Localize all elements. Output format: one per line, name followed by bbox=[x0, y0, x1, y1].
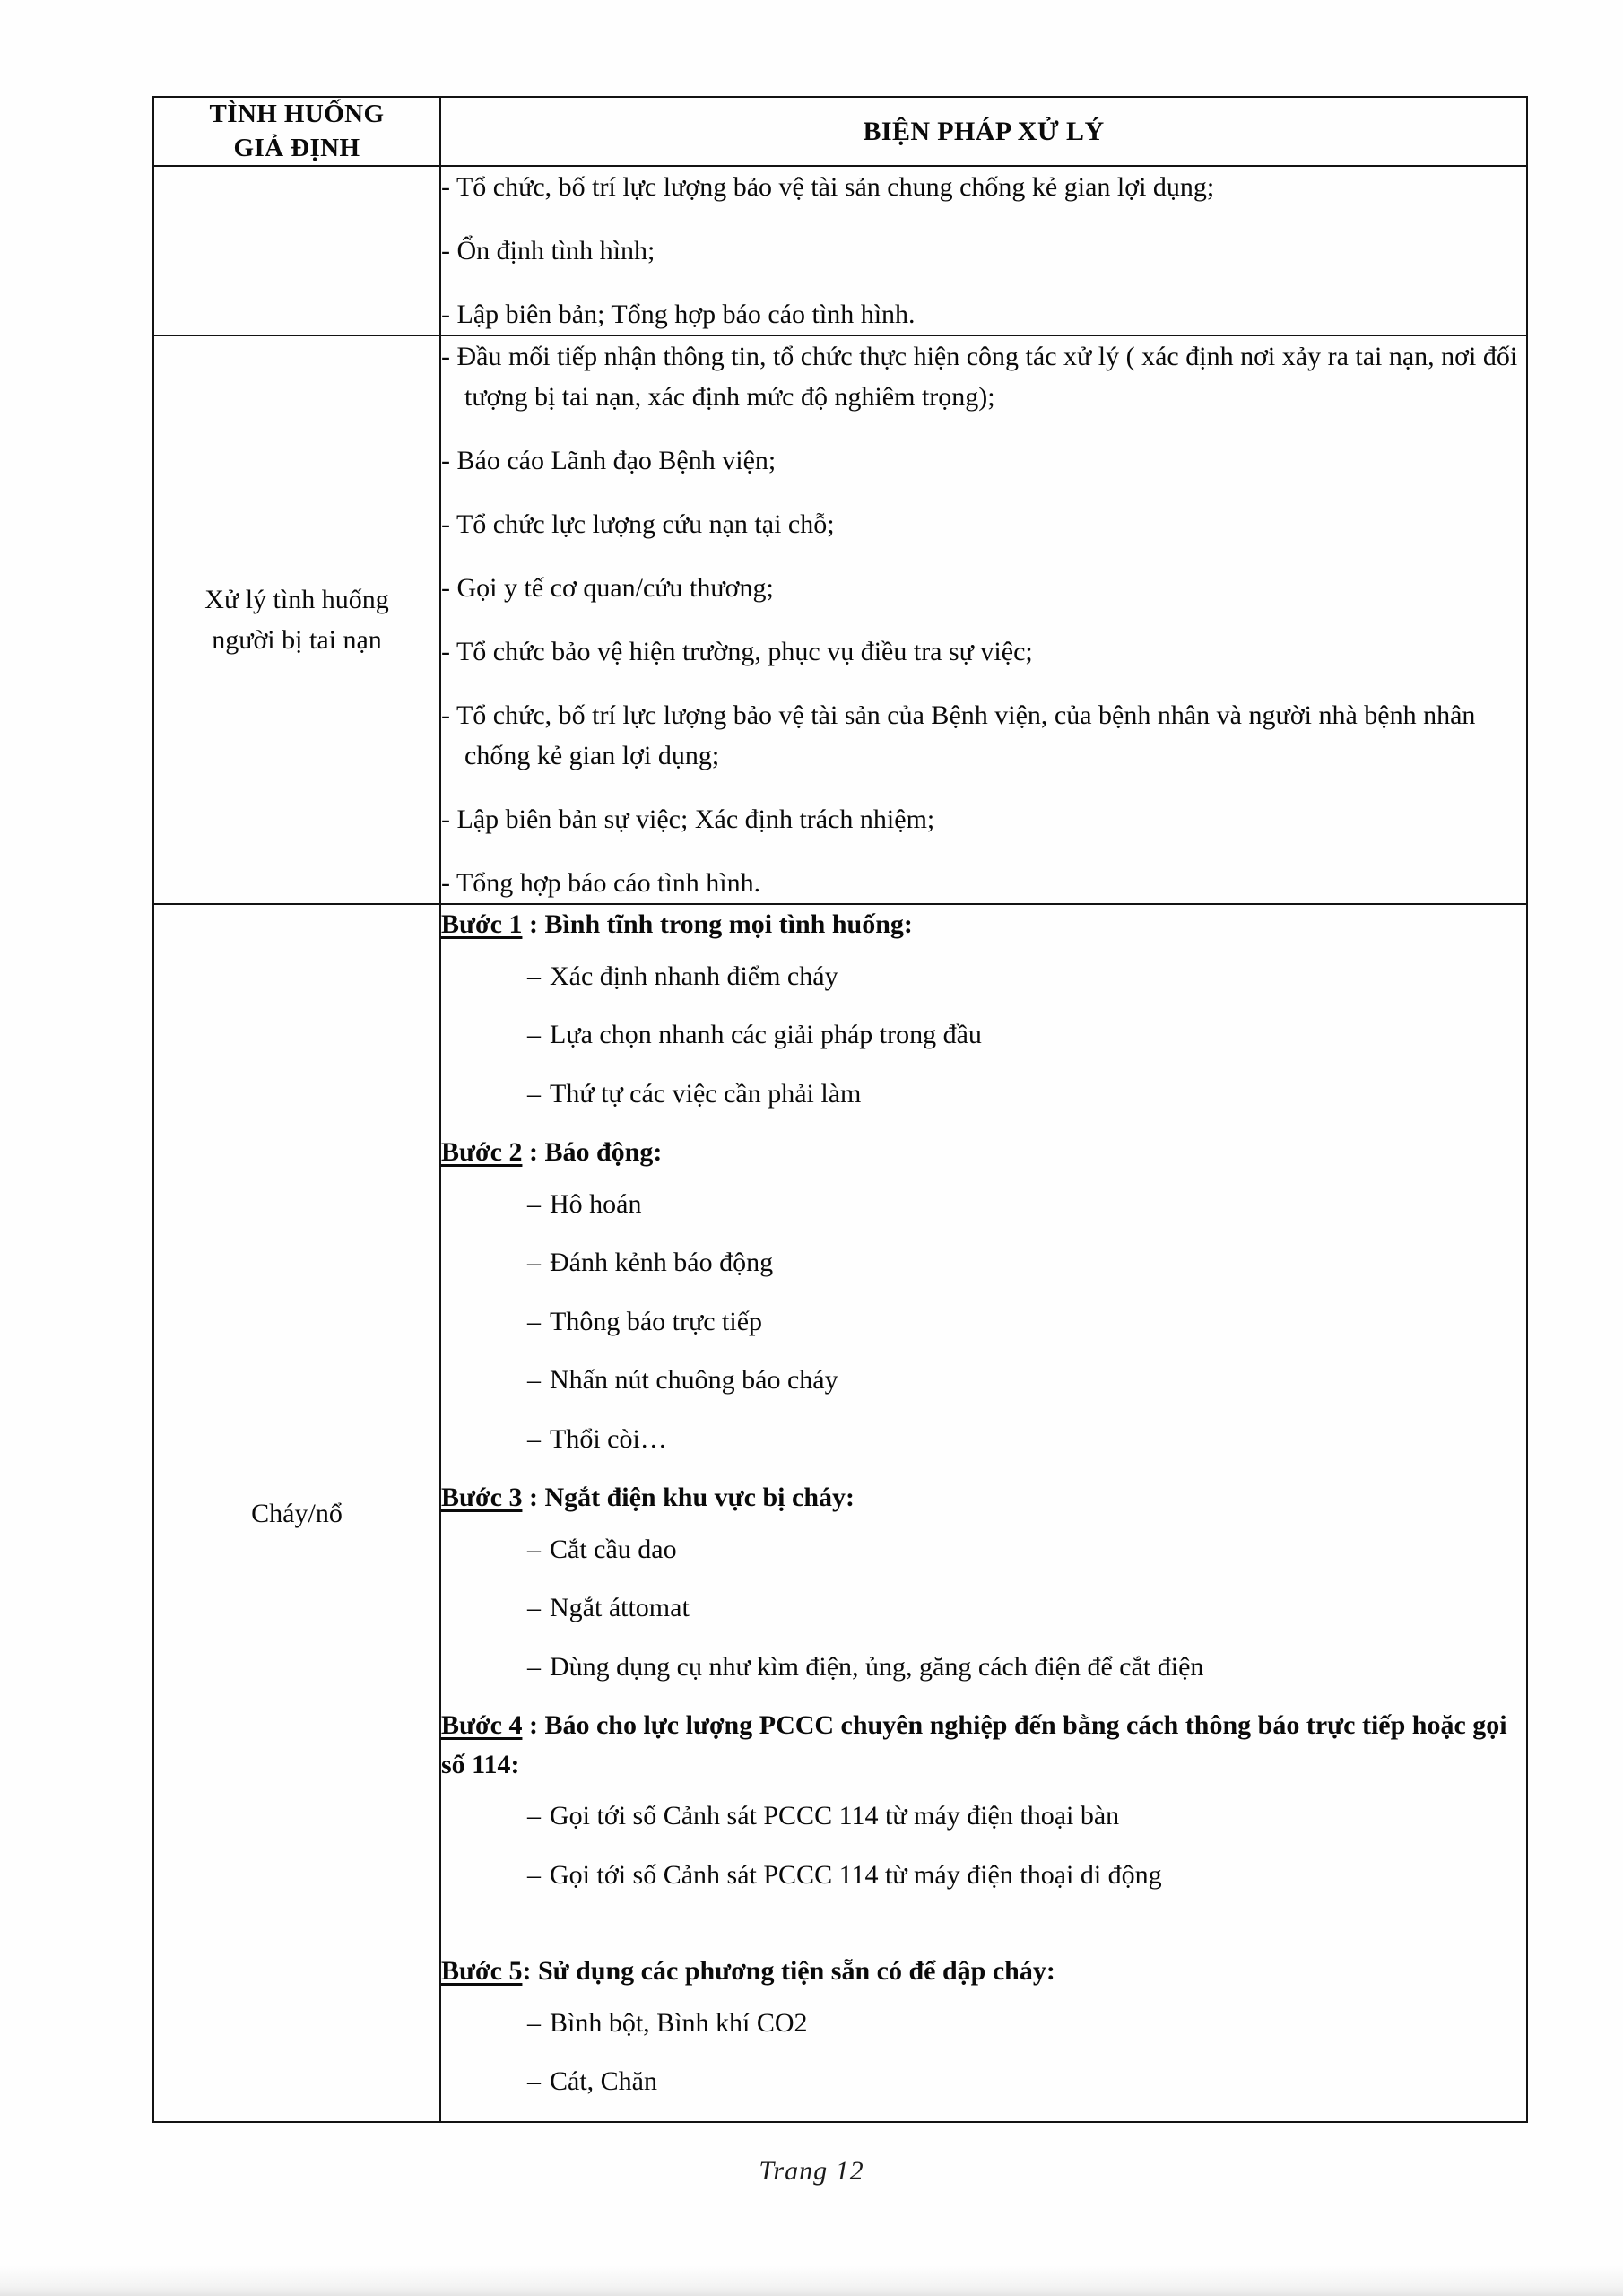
step-sub-item bbox=[441, 957, 1526, 996]
measures-cell-fire bbox=[440, 904, 1527, 2122]
step-sub-item-text: Thứ tự các việc cần phải làm bbox=[550, 1078, 862, 1109]
step-heading-2 bbox=[441, 1133, 1526, 1172]
step-sub-item bbox=[441, 1185, 1526, 1224]
step-sub-item bbox=[441, 2004, 1526, 2043]
dash-icon: – bbox=[527, 2066, 541, 2097]
step-title-5: : Sử dụng các phương tiện sẵn có để dập cháy: bbox=[522, 1956, 1055, 1987]
situation-label-line2: người bị tai nạn bbox=[212, 625, 382, 656]
page-footer: Trang 12 bbox=[759, 2156, 864, 2186]
step-sub-item bbox=[441, 1796, 1526, 1836]
step-sub-item-text: Lựa chọn nhanh các giải pháp trong đầu bbox=[550, 1020, 982, 1050]
step-sub-item bbox=[441, 1015, 1526, 1055]
situation-cell-accident bbox=[153, 335, 440, 904]
measure-item: - Ổn định tình hình; bbox=[441, 236, 655, 266]
dash-icon: – bbox=[527, 1593, 541, 1623]
step-sub-item bbox=[441, 1588, 1526, 1628]
situation-label-line1: Xử lý tình huống bbox=[204, 585, 389, 615]
dash-icon: – bbox=[527, 1651, 541, 1682]
column-header-situation-line2: GIẢ ĐỊNH bbox=[233, 133, 360, 162]
step-block-3 bbox=[441, 1478, 1526, 1686]
dash-icon: – bbox=[527, 1188, 541, 1219]
step-sub-item-text: Cắt cầu dao bbox=[550, 1534, 677, 1564]
measures-cell-continuation bbox=[440, 166, 1527, 335]
table-row bbox=[153, 904, 1527, 2122]
procedures-table bbox=[152, 96, 1528, 2123]
dash-icon: – bbox=[527, 1423, 541, 1454]
step-sub-item-text: Thông báo trực tiếp bbox=[550, 1306, 763, 1336]
step-sub-item-text: Hô hoán bbox=[550, 1188, 642, 1219]
step-title-2: : Báo động: bbox=[522, 1137, 663, 1168]
measure-item: - Tổ chức lực lượng cứu nạn tại chỗ; bbox=[441, 509, 835, 540]
dash-icon: – bbox=[527, 1365, 541, 1396]
step-label-2: Bước 2 bbox=[441, 1137, 523, 1168]
measure-item: - Gọi y tế cơ quan/cứu thương; bbox=[441, 573, 774, 604]
step-title-3: : Ngắt điện khu vực bị cháy: bbox=[522, 1483, 855, 1513]
table-row bbox=[153, 166, 1527, 335]
situation-cell-fire: Cháy/nổ bbox=[153, 904, 440, 2122]
step-sub-item-text: Ngắt áttomat bbox=[550, 1593, 690, 1623]
column-header-situation-line1: TÌNH HUỐNG bbox=[209, 100, 385, 128]
step-sub-item bbox=[441, 1243, 1526, 1283]
dash-icon: – bbox=[527, 961, 541, 991]
measure-item: - Lập biên bản; Tổng hợp báo cáo tình hình. bbox=[441, 300, 916, 330]
step-sub-item-text: Bình bột, Bình khí CO2 bbox=[550, 2007, 808, 2038]
step-sub-item-text: Dùng dụng cụ như kìm điện, ủng, găng cách điện để cắt điện bbox=[550, 1651, 1204, 1682]
dash-icon: – bbox=[527, 1534, 541, 1564]
step-block-4 bbox=[441, 1706, 1526, 1894]
step-sub-item bbox=[441, 1361, 1526, 1400]
step-sub-item bbox=[441, 1856, 1526, 1895]
step-sub-item-text: Gọi tới số Cảnh sát PCCC 114 từ máy điện thoại bàn bbox=[550, 1801, 1120, 1831]
measure-item: - Lập biên bản sự việc; Xác định trách nhiệm; bbox=[441, 804, 935, 835]
step-heading-1 bbox=[441, 905, 1526, 944]
step-sub-item-text: Xác định nhanh điểm cháy bbox=[550, 961, 838, 991]
step-sub-item-text: Cát, Chăn bbox=[550, 2066, 657, 2097]
situation-cell-empty bbox=[153, 166, 440, 335]
step-sub-item bbox=[441, 2062, 1526, 2101]
step-label-3: Bước 3 bbox=[441, 1483, 523, 1513]
step-sub-item bbox=[441, 1648, 1526, 1687]
step-sub-item-text: Gọi tới số Cảnh sát PCCC 114 từ máy điện thoại di động bbox=[550, 1859, 1162, 1890]
measure-item: - Tổng hợp báo cáo tình hình. bbox=[441, 868, 761, 899]
step-heading-5 bbox=[441, 1952, 1526, 1991]
step-sub-item bbox=[441, 1302, 1526, 1342]
dash-icon: – bbox=[527, 1306, 541, 1336]
step-label-5: Bước 5 bbox=[441, 1956, 523, 1987]
step-heading-3 bbox=[441, 1478, 1526, 1518]
step-block-5 bbox=[441, 1952, 1526, 2101]
step-sub-item-text: Nhấn nút chuông báo cháy bbox=[550, 1365, 838, 1396]
step-sub-item bbox=[441, 1530, 1526, 1570]
measure-item: - Tổ chức, bố trí lực lượng bảo vệ tài sản của Bệnh viện, của bệnh nhân và người nhà bệnh nhân chống kẻ gian lợi dụng; bbox=[441, 700, 1476, 771]
measure-item: - Tổ chức, bố trí lực lượng bảo vệ tài sản chung chống kẻ gian lợi dụng; bbox=[441, 172, 1215, 203]
step-label-4: Bước 4 bbox=[441, 1710, 523, 1741]
step-title-1: : Bình tĩnh trong mọi tình huống: bbox=[522, 909, 913, 940]
step-sub-item bbox=[441, 1420, 1526, 1459]
measures-cell-accident bbox=[440, 335, 1527, 904]
step-sub-item bbox=[441, 1074, 1526, 1114]
dash-icon: – bbox=[527, 1020, 541, 1050]
dash-icon: – bbox=[527, 1078, 541, 1109]
measure-item: - Tổ chức bảo vệ hiện trường, phục vụ điều tra sự việc; bbox=[441, 637, 1033, 667]
table-header-row bbox=[153, 97, 1527, 166]
scan-edge-shadow bbox=[0, 2266, 1623, 2296]
measure-item: - Đầu mối tiếp nhận thông tin, tổ chức thực hiện công tác xử lý ( xác định nơi xảy ra tai nạn, nơi đối tượng bị tai nạn, xác định mức độ nghiêm trọng); bbox=[441, 342, 1518, 413]
measure-item: - Báo cáo Lãnh đạo Bệnh viện; bbox=[441, 446, 777, 476]
step-title-4: : Báo cho lực lượng PCCC chuyên nghiệp đến bằng cách thông báo trực tiếp hoặc gọi số 114: bbox=[441, 1710, 1507, 1779]
column-header-situation bbox=[153, 97, 440, 166]
step-block-1 bbox=[441, 905, 1526, 1113]
step-block-2 bbox=[441, 1133, 1526, 1458]
step-heading-4 bbox=[441, 1706, 1526, 1784]
dash-icon: – bbox=[527, 1801, 541, 1831]
table-row bbox=[153, 335, 1527, 904]
step-label-1: Bước 1 bbox=[441, 909, 523, 940]
step-sub-item-text: Đánh kẻnh báo động bbox=[550, 1248, 774, 1278]
dash-icon: – bbox=[527, 2007, 541, 2038]
step-sub-item-text: Thổi còi… bbox=[550, 1423, 667, 1454]
dash-icon: – bbox=[527, 1859, 541, 1890]
dash-icon: – bbox=[527, 1248, 541, 1278]
column-header-measures: BIỆN PHÁP XỬ LÝ bbox=[440, 97, 1527, 166]
